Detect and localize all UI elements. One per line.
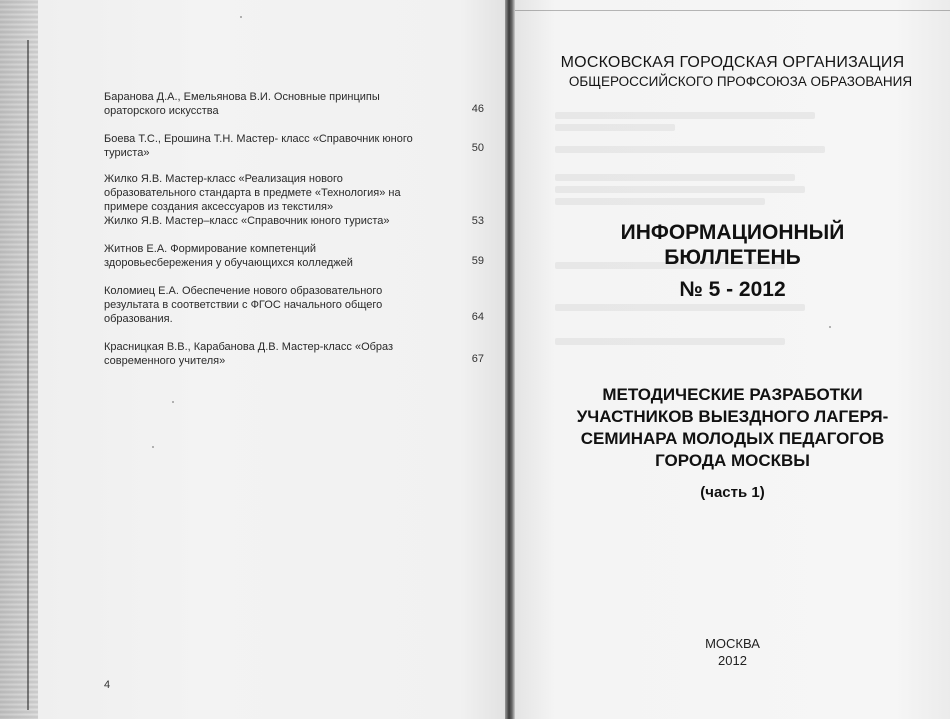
toc-line: образования. <box>104 313 173 325</box>
publication-place-year <box>515 635 950 669</box>
subtitle-line: МЕТОДИЧЕСКИЕ РАЗРАБОТКИ <box>602 385 863 404</box>
bleed-through <box>555 198 765 205</box>
toc-line: ораторского искусства <box>104 105 219 117</box>
toc-line: Боева Т.С., Ерошина Т.Н. Мастер- класс «Справочник юного <box>104 133 413 145</box>
toc-line: результата в соответствии с ФГОС начального общего <box>104 299 383 311</box>
issue-number: № 5 - 2012 <box>679 278 786 301</box>
book-gutter <box>505 0 515 719</box>
bleed-through <box>555 112 815 119</box>
toc-line: современного учителя» <box>104 355 226 367</box>
bleed-through <box>555 146 825 153</box>
scan-speck <box>172 401 174 403</box>
bleed-through <box>555 304 805 311</box>
toc-entry-text <box>104 132 434 160</box>
scan-top-rule <box>515 10 950 11</box>
scan-speck <box>152 446 154 448</box>
scan-speck <box>829 326 831 328</box>
bleed-through <box>555 338 785 345</box>
toc-line: Житнов Е.А. Формирование компетенций <box>104 243 317 255</box>
bleed-through <box>555 186 805 193</box>
bulletin-title-line: БЮЛЛЕТЕНЬ <box>664 246 801 269</box>
subtitle-line: СЕМИНАРА МОЛОДЫХ ПЕДАГОГОВ <box>580 429 885 448</box>
right-page <box>515 0 950 719</box>
bleed-through <box>555 124 675 131</box>
toc-entry <box>104 90 484 118</box>
page-number: 4 <box>104 679 111 691</box>
toc-line: образовательного стандарта в предмете «Технология» на <box>104 187 401 199</box>
subtitle-line: УЧАСТНИКОВ ВЫЕЗДНОГО ЛАГЕРЯ- <box>576 407 889 426</box>
bulletin-title <box>515 220 950 270</box>
scan-edge-shadow <box>0 0 38 719</box>
toc-entry-text <box>104 172 449 228</box>
toc-entry-text <box>104 242 434 270</box>
toc-line: Баранова Д.А., Емельянова В.И. Основные принципы <box>104 91 380 103</box>
toc-entry <box>104 284 484 326</box>
toc-page-number: 46 <box>471 103 484 115</box>
toc-entry <box>104 132 484 160</box>
toc-line: Коломиец Е.А. Обеспечение нового образовательного <box>104 285 383 297</box>
toc-page-number: 59 <box>471 255 484 267</box>
toc-line: примере создания аксессуаров из текстиля» <box>104 201 334 213</box>
toc-line: здоровьесбережения у обучающихся колледжей <box>104 257 353 269</box>
bulletin-subtitle <box>515 384 950 472</box>
scan-speck <box>240 16 242 18</box>
toc-page-number: 64 <box>471 311 484 323</box>
toc-entry <box>104 340 484 368</box>
table-of-contents <box>104 90 484 378</box>
toc-line: Жилко Я.В. Мастер–класс «Справочник юного туриста» <box>104 215 390 227</box>
toc-page-number: 67 <box>471 353 484 365</box>
toc-entry <box>104 172 484 228</box>
toc-line: Красницкая В.В., Карабанова Д.В. Мастер-класс «Образ <box>104 341 394 353</box>
toc-line: туриста» <box>104 147 150 159</box>
toc-line: Жилко Я.В. Мастер-класс «Реализация нового <box>104 173 343 185</box>
toc-entry-text <box>104 340 434 368</box>
toc-page-number: 50 <box>471 142 484 154</box>
publication-city: МОСКВА <box>705 636 760 651</box>
organization-name-line1: МОСКОВСКАЯ ГОРОДСКАЯ ОРГАНИЗАЦИЯ <box>560 54 905 71</box>
bulletin-title-line: ИНФОРМАЦИОННЫЙ <box>620 221 845 244</box>
toc-entry-text <box>104 90 434 118</box>
scan-edge-line <box>27 40 29 710</box>
toc-entry-text <box>104 284 434 326</box>
subtitle-line: ГОРОДА МОСКВЫ <box>655 451 810 470</box>
toc-entry <box>104 242 484 270</box>
part-label: (часть 1) <box>700 484 765 501</box>
organization-name-line2: ОБЩЕРОССИЙСКОГО ПРОФСОЮЗА ОБРАЗОВАНИЯ <box>568 74 913 89</box>
toc-page-number: 53 <box>471 215 484 227</box>
bleed-through <box>555 174 795 181</box>
publication-year: 2012 <box>718 653 747 668</box>
